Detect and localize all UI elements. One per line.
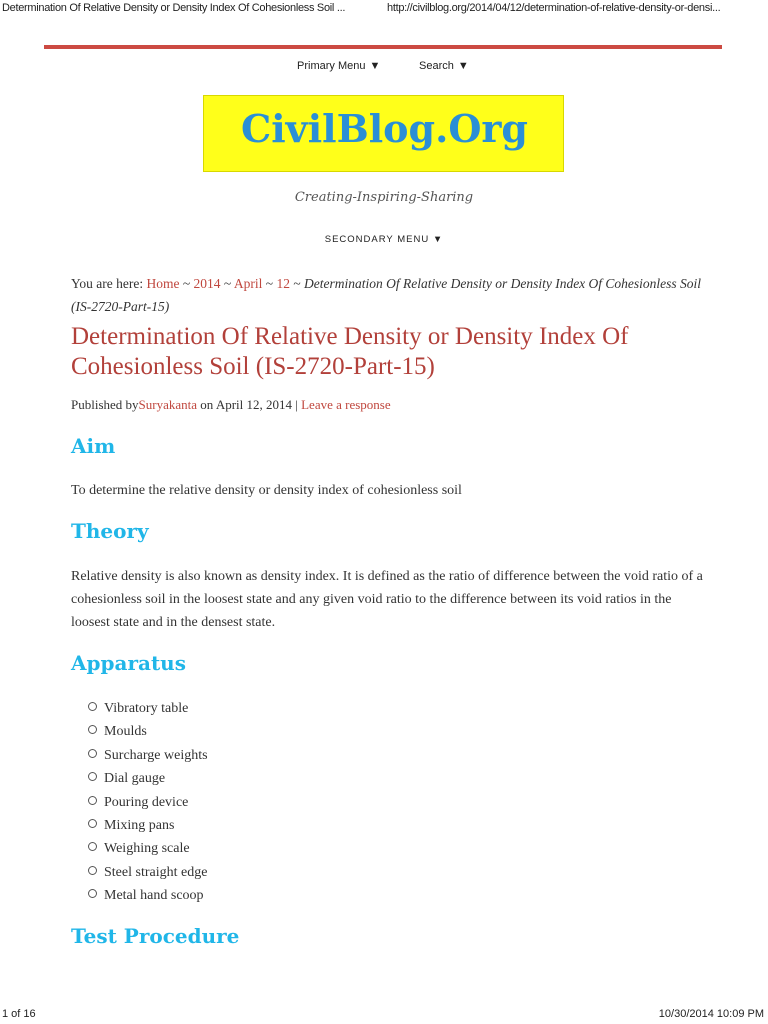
- list-item: [71, 767, 208, 790]
- site-logo-text: CivilBlog.Org: [240, 106, 529, 151]
- circle-bullet-icon: [88, 702, 97, 711]
- author-link[interactable]: Suryakanta: [138, 397, 198, 412]
- print-datetime: 10/30/2014 10:09 PM: [658, 1008, 764, 1020]
- list-item: [71, 861, 208, 884]
- list-item-text: Steel straight edge: [104, 864, 208, 880]
- list-item: [71, 814, 208, 837]
- list-item-text: Vibratory table: [104, 701, 189, 716]
- search-toggle[interactable]: [419, 60, 469, 72]
- post-title: Determination Of Relative Density or Density Index Of Cohesionless Soil (IS-2720-Part-15): [71, 323, 629, 380]
- list-item-text: Metal hand scoop: [104, 888, 204, 904]
- apparatus-heading: Apparatus: [71, 651, 186, 675]
- list-item-text: Mixing pans: [104, 817, 175, 833]
- test-procedure-heading: Test Procedure: [71, 924, 240, 948]
- top-divider: [44, 45, 722, 49]
- list-item-text: Pouring device: [104, 794, 189, 810]
- breadcrumb: [71, 272, 711, 318]
- list-item: [71, 837, 208, 860]
- post-date: on April 12, 2014 |: [200, 397, 298, 412]
- chevron-down-icon: ▼: [369, 60, 381, 72]
- circle-bullet-icon: [88, 842, 97, 851]
- circle-bullet-icon: [88, 819, 97, 828]
- breadcrumb-separator: ~: [293, 276, 301, 291]
- circle-bullet-icon: [88, 725, 97, 734]
- aim-heading: Aim: [71, 434, 116, 458]
- breadcrumb-link-year[interactable]: 2014: [193, 276, 221, 291]
- circle-bullet-icon: [88, 866, 97, 875]
- aim-text: To determine the relative density or density index of cohesionless soil: [71, 483, 462, 498]
- breadcrumb-link-day[interactable]: 12: [276, 276, 290, 291]
- list-item: [71, 791, 208, 814]
- breadcrumb-current: Determination Of Relative Density or Density Index Of Cohesionless Soil (IS-2720-Part-15): [71, 276, 702, 314]
- breadcrumb-prefix: You are here:: [71, 276, 144, 291]
- list-item-text: Moulds: [104, 724, 147, 740]
- chevron-down-icon: ▼: [457, 60, 469, 72]
- primary-navigation: [0, 60, 768, 76]
- circle-bullet-icon: [88, 796, 97, 805]
- breadcrumb-separator: ~: [182, 276, 191, 291]
- site-logo[interactable]: [203, 95, 564, 172]
- list-item: [71, 744, 208, 767]
- byline-prefix: Published by: [71, 397, 139, 412]
- site-tagline: Creating-Inspiring-Sharing: [294, 190, 474, 205]
- list-item: [71, 697, 208, 720]
- breadcrumb-link-home[interactable]: Home: [146, 276, 180, 291]
- print-page-count: 1 of 16: [2, 1008, 36, 1020]
- list-item-text: Weighing scale: [104, 841, 190, 857]
- leave-response-link[interactable]: Leave a response: [301, 397, 391, 412]
- circle-bullet-icon: [88, 749, 97, 758]
- post-byline: [71, 397, 391, 413]
- secondary-menu-toggle[interactable]: SECONDARY MENU ▼: [324, 234, 444, 245]
- list-item: [71, 884, 208, 907]
- breadcrumb-separator: ~: [223, 276, 232, 291]
- theory-text: Relative density is also known as density index. It is defined as the ratio of difference between the void ratio of a cohesionless soil in the loosest state and any given void ratio to the difference between its void ratios in the loosest state and in the densest state.: [71, 569, 703, 630]
- primary-menu-label: Primary Menu: [297, 60, 366, 72]
- print-page-title: Determination Of Relative Density or Density Index Of Cohesionless Soil ...: [2, 2, 346, 14]
- primary-menu-toggle[interactable]: [297, 60, 380, 72]
- breadcrumb-link-month[interactable]: April: [233, 276, 263, 291]
- search-label: Search: [419, 60, 454, 72]
- print-header: [0, 0, 768, 18]
- list-item: [71, 720, 208, 743]
- list-item-text: Dial gauge: [104, 771, 166, 787]
- print-page-url: http://civilblog.org/2014/04/12/determination-of-relative-density-or-densi...: [387, 2, 721, 14]
- breadcrumb-separator: ~: [265, 276, 274, 291]
- apparatus-list: [71, 697, 208, 908]
- theory-heading: Theory: [71, 519, 149, 543]
- circle-bullet-icon: [88, 889, 97, 898]
- circle-bullet-icon: [88, 772, 97, 781]
- print-footer: [0, 1008, 768, 1024]
- list-item-text: Surcharge weights: [104, 747, 208, 763]
